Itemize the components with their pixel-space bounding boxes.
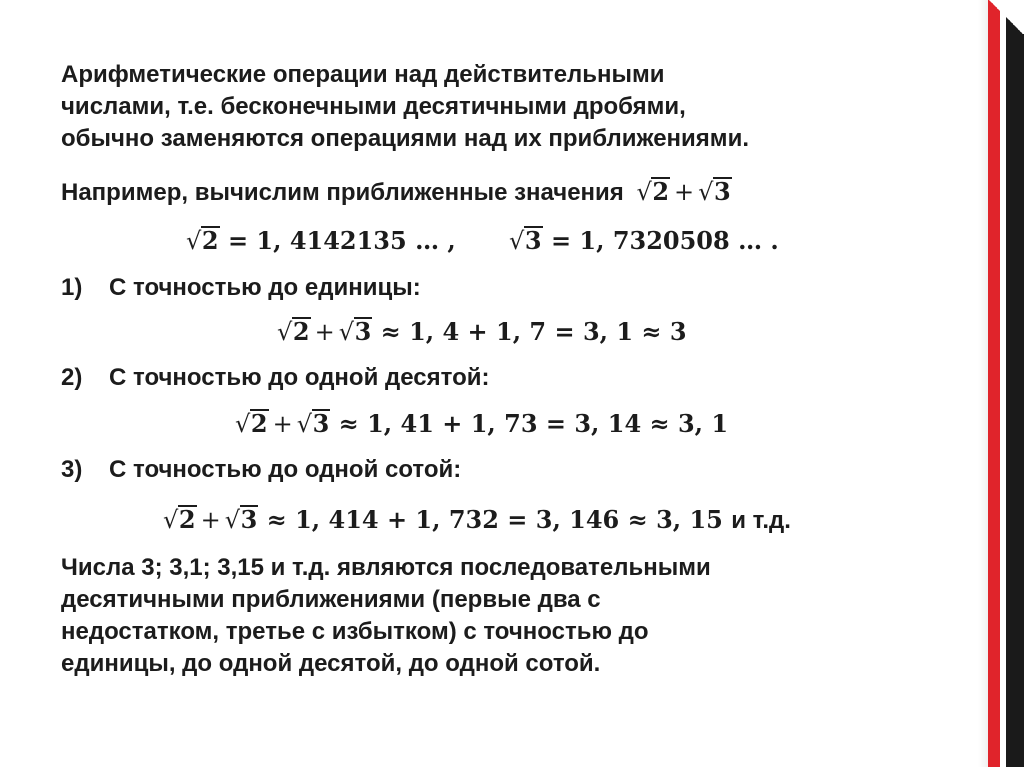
item-1-heading: [61, 273, 421, 303]
item-1-formula: [277, 317, 687, 347]
corner-fold: [988, 0, 1024, 34]
radicand: 3: [524, 226, 542, 255]
sqrt2-expression: [163, 505, 197, 535]
radical-sign-icon: √: [698, 178, 714, 206]
formula-rest: ≈ 1, 41 + 1, 73 = 3, 14 ≈ 3, 1: [338, 409, 729, 438]
plus-operator: +: [314, 318, 335, 346]
conclusion-line-2: десятичными приближениями (первые два с: [61, 586, 601, 613]
radicand: 3: [354, 317, 372, 346]
plus-operator: +: [200, 506, 221, 534]
sqrt2-expression: [235, 409, 269, 439]
example-formula: [636, 177, 731, 206]
sqrt3-expression: [297, 409, 331, 439]
radical-sign-icon: √: [163, 506, 179, 534]
radical-sign-icon: √: [636, 178, 652, 206]
sqrt2-value-formula: [186, 226, 456, 256]
item-number: 3): [61, 456, 83, 483]
radicand: 2: [201, 226, 219, 255]
sqrt3-expression: [509, 226, 543, 256]
item-label: С точностью до одной сотой:: [109, 456, 462, 483]
radicand: 2: [652, 177, 670, 206]
radicand: 2: [178, 505, 196, 534]
intro-line-1: Арифметические операции над действительными: [61, 61, 665, 88]
radicand: 3: [714, 177, 731, 206]
accent-red-bar: [988, 0, 1000, 767]
radical-sign-icon: √: [235, 410, 251, 438]
intro-line-2: числами, т.е. бесконечными десятичными дробями,: [61, 93, 686, 120]
edge-shadow: [978, 0, 988, 767]
conclusion-line-4: единицы, до одной десятой, до одной сотой.: [61, 650, 601, 677]
example-text: Например, вычислим приближенные значения: [61, 179, 624, 206]
formula-rest: ≈ 1, 4 + 1, 7 = 3, 1 ≈ 3: [380, 317, 687, 346]
sqrt2-expression: [186, 226, 220, 256]
sqrt3-expression: [339, 317, 373, 347]
sqrt3-value: = 1, 7320508 … .: [550, 226, 779, 255]
sqrt3-expression: [225, 505, 259, 535]
radicand: 3: [312, 409, 330, 438]
sqrt3-value-formula: [509, 226, 779, 256]
radical-sign-icon: √: [509, 227, 525, 255]
item-number: 1): [61, 274, 83, 301]
conclusion-line-1: Числа 3; 3,1; 3,15 и т.д. являются последовательными: [61, 554, 711, 581]
formula-rest: ≈ 1, 414 + 1, 732 = 3, 146 ≈ 3, 15: [266, 505, 723, 534]
sqrt3-expression: [698, 177, 732, 207]
accent-dark-bar: [1006, 0, 1024, 767]
radicand: 3: [240, 505, 258, 534]
item-3-heading: [61, 455, 461, 485]
radical-sign-icon: √: [338, 318, 354, 346]
plus-operator: +: [674, 178, 695, 206]
intro-line-3: обычно заменяются операциями над их приближениями.: [61, 125, 749, 152]
item-label: С точностью до одной десятой:: [109, 364, 490, 391]
item-3-formula: [163, 505, 791, 536]
formula-suffix: и т.д.: [731, 507, 791, 534]
conclusion-line-3: недостатком, третье с избытком) с точностью до: [61, 618, 649, 645]
item-number: 2): [61, 364, 83, 391]
radical-sign-icon: √: [277, 318, 293, 346]
radical-sign-icon: √: [224, 506, 240, 534]
radical-sign-icon: √: [186, 227, 202, 255]
radical-sign-icon: √: [296, 410, 312, 438]
sqrt2-value: = 1, 4142135 … ,: [227, 226, 456, 255]
radicand: 2: [250, 409, 268, 438]
item-2-formula: [235, 409, 728, 439]
item-2-heading: [61, 363, 489, 393]
item-label: С точностью до единицы:: [109, 274, 421, 301]
sqrt2-expression: [277, 317, 311, 347]
radicand: 2: [292, 317, 310, 346]
plus-operator: +: [272, 410, 293, 438]
example-line: [61, 177, 732, 208]
sqrt2-expression: [636, 177, 670, 207]
